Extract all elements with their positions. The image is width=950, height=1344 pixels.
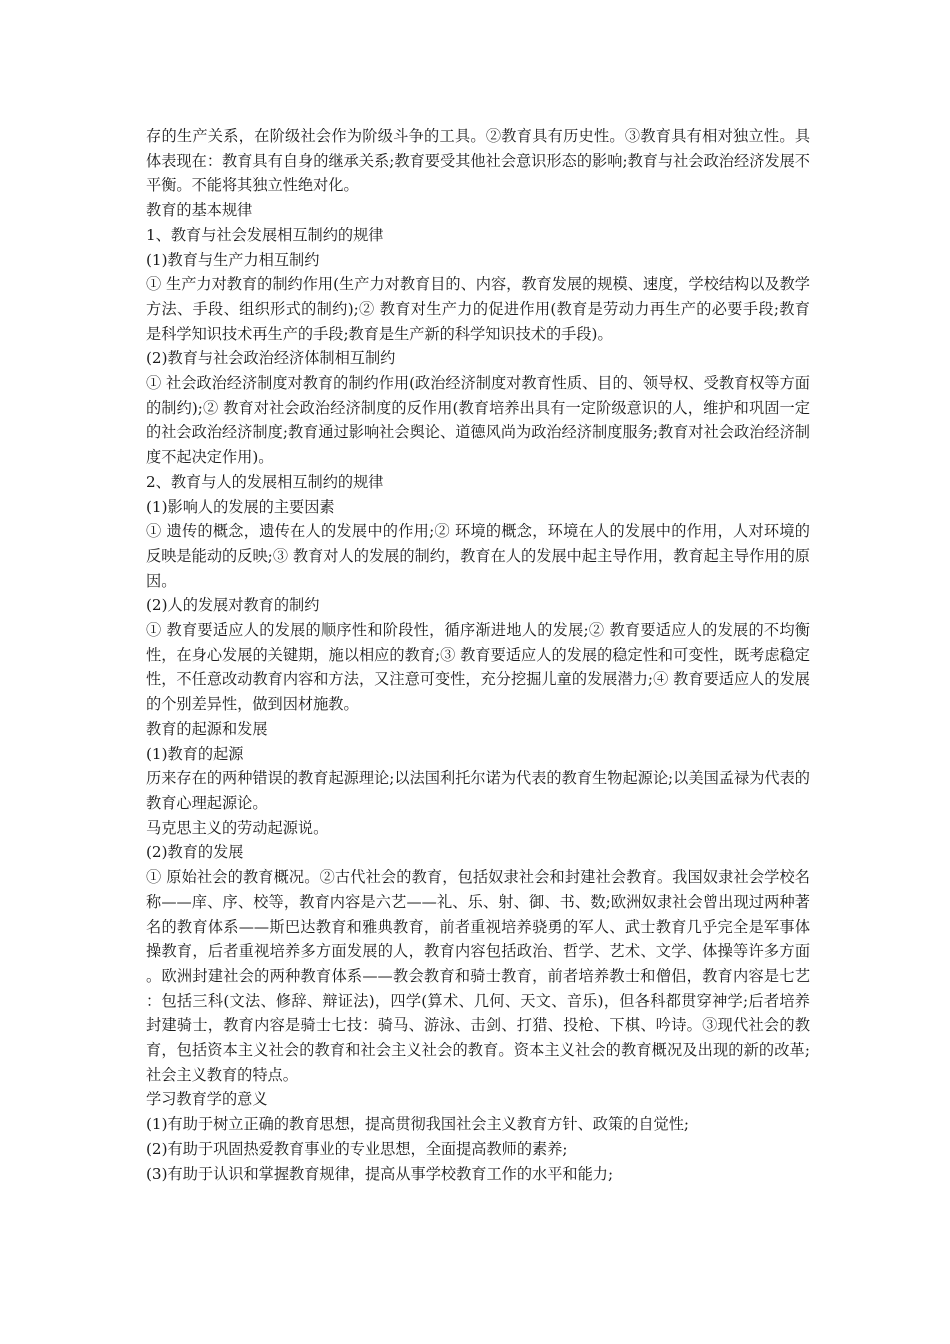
paragraph-origin-theories: 历来存在的两种错误的教育起源理论;以法国利托尔诺为代表的教育生物起源论;以美国孟禄为代表的教育心理起源论。 (146, 769, 810, 812)
paragraph-factors: ① 遗传的概念，遗传在人的发展中的作用;② 环境的概念，环境在人的发展中的作用，人对环境的反映是能动的反映;③ 教育对人的发展的制约，教育在人的发展中起主导作用，教育起主导作用的原因。 (146, 522, 810, 590)
heading-origin-development: 教育的起源和发展 (146, 719, 268, 738)
heading-law-1: 1、教育与社会发展相互制约的规律 (146, 225, 384, 244)
heading-basic-laws: 教育的基本规律 (146, 201, 253, 220)
paragraph-development: ① 原始社会的教育概况。②古代社会的教育，包括奴隶社会和封建社会教育。我国奴隶社会学校名称——庠、序、校等，教育内容是六艺——礼、乐、射、御、书、数;欧洲奴隶社会曾出现过两种著名的教育体系——斯巴达教育和雅典教育，前者重视培养骁勇的军人、武士教育几乎完全是军事体操教育，后者重视培养多方面发展的人，教育内容包括政治、哲学、艺术、文学、体操等许多方面。欧洲封建社会的两种教育体系——教会教育和骑士教育，前者培养教士和僧侣，教育内容是七艺：包括三科(文法、修辞、辩证法)，四学(算术、几何、天文、音乐)，但各科都贯穿神学;后者培养封建骑士，教育内容是骑士七技：骑马、游泳、击剑、打猎、投枪、下棋、吟诗。③现代社会的教育，包括资本主义社会的教育和社会主义社会的教育。资本主义社会的教育概况及出现的新的改革;社会主义教育的特点。 (146, 868, 810, 1084)
list-item-significance-1: (1)有助于树立正确的教育思想，提高贯彻我国社会主义教育方针、政策的自觉性; (146, 1115, 690, 1134)
heading-significance: 学习教育学的意义 (146, 1090, 268, 1109)
subheading-productivity: (1)教育与生产力相互制约 (146, 250, 320, 269)
paragraph-productivity: ① 生产力对教育的制约作用(生产力对教育目的、内容，教育发展的规模、速度，学校结构以及教学方法、手段、组织形式的制约);② 教育对生产力的促进作用(教育是劳动力再生产的必要手段;教育是科学知识技术再生产的手段;教育是生产新的科学知识技术的手段)。 (146, 275, 810, 343)
heading-law-2: 2、教育与人的发展相互制约的规律 (146, 472, 384, 491)
paragraph-development-constraints: ① 教育要适应人的发展的顺序性和阶段性，循序渐进地人的发展;② 教育要适应人的发展的不均衡性，在身心发展的关键期，施以相应的教育;③ 教育要适应人的发展的稳定性和可变性，既考虑稳定性，不任意改动教育内容和方法，又注意可变性，充分挖掘儿童的发展潜力;④ 教育要适应人的发展的个别差异性，做到因材施教。 (146, 621, 810, 714)
subheading-factors: (1)影响人的发展的主要因素 (146, 497, 335, 516)
list-item-significance-3: (3)有助于认识和掌握教育规律，提高从事学校教育工作的水平和能力; (146, 1164, 614, 1183)
subheading-political-economy: (2)教育与社会政治经济体制相互制约 (146, 349, 396, 368)
subheading-development-constraints: (2)人的发展对教育的制约 (146, 596, 320, 615)
subheading-development: (2)教育的发展 (146, 843, 244, 862)
document-page (146, 124, 810, 1186)
list-item-significance-2: (2)有助于巩固热爱教育事业的专业思想，全面提高教师的素养; (146, 1139, 568, 1158)
paragraph-marxist-origin: 马克思主义的劳动起源说。 (146, 818, 329, 837)
subheading-origin: (1)教育的起源 (146, 744, 244, 763)
paragraph-political-economy: ① 社会政治经济制度对教育的制约作用(政治经济制度对教育性质、目的、领导权、受教育权等方面的制约);② 教育对社会政治经济制度的反作用(教育培养出具有一定阶级意识的人，维护和巩固一定的社会政治经济制度;教育通过影响社会舆论、道德风尚为政治经济制度服务;教育对社会政治经济制度不起决定作用)。 (146, 374, 810, 467)
paragraph-independence: 存的生产关系，在阶级社会作为阶级斗争的工具。②教育具有历史性。③教育具有相对独立性。具体表现在：教育具有自身的继承关系;教育要受其他社会意识形态的影响;教育与社会政治经济发展不平衡。不能将其独立性绝对化。 (146, 127, 810, 195)
